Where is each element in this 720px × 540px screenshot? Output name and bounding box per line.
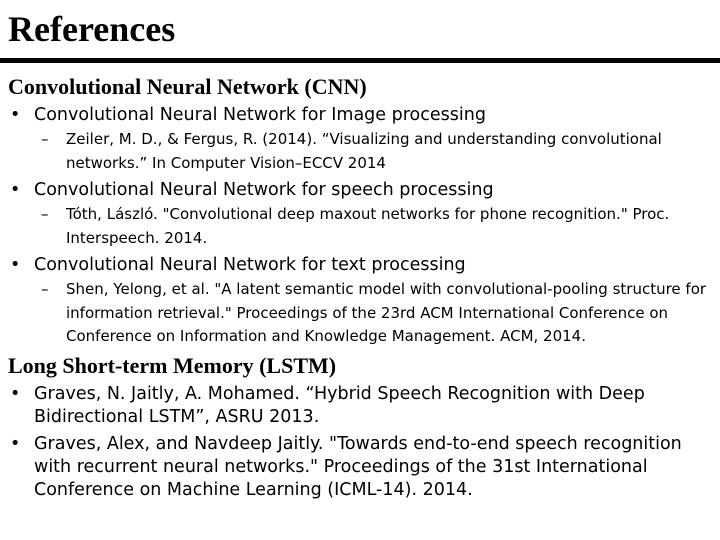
list-item-text: Convolutional Neural Network for Image processing [34, 105, 486, 125]
list-item-cnn-text [8, 254, 714, 277]
reference-text: Shen, Yelong, et al. "A latent semantic model with convolutional-pooling structure for information retrieval." Proceedings of the 23rd ACM International Conference on Conference on Information and Knowledge Management. ACM, 2014. [66, 280, 707, 345]
bullet-marker: • [10, 383, 21, 404]
section-heading-cnn: Convolutional Neural Network (CNN) [8, 74, 367, 99]
list-item-text: Graves, Alex, and Navdeep Jaitly. "Towards end-to-end speech recognition with recurrent neural networks." Proceedings of the 31st International Conference on Machine Learning (ICML-14). 2014. [34, 433, 682, 500]
list-item-text: Convolutional Neural Network for text processing [34, 255, 466, 275]
bullet-marker: • [10, 105, 21, 125]
references-content [8, 74, 714, 502]
dash-marker: – [41, 205, 49, 223]
list-item-graves-jaitly-mohamed [8, 383, 714, 429]
bullet-marker: • [10, 180, 21, 200]
list-item-graves-jaitly [8, 433, 714, 502]
list-item-cnn-speech [8, 179, 714, 202]
dash-marker: – [41, 130, 49, 148]
reference-toth [8, 203, 714, 250]
title-divider [0, 58, 720, 63]
reference-text: Tóth, László. "Convolutional deep maxout networks for phone recognition." Proc. Interspeech. 2014. [66, 205, 670, 247]
list-item-text: Graves, N. Jaitly, A. Mohamed. “Hybrid Speech Recognition with Deep Bidirectional LSTM”, ASRU 2013. [34, 383, 645, 427]
reference-text: Zeiler, M. D., & Fergus, R. (2014). “Visualizing and understanding convolutional networks.” In Computer Vision–ECCV 2014 [66, 130, 662, 172]
reference-shen [8, 278, 714, 349]
dash-marker: – [41, 280, 49, 298]
bullet-marker: • [10, 255, 21, 275]
list-item-cnn-image [8, 104, 714, 127]
reference-zeiler-fergus [8, 128, 714, 175]
page-title: References [8, 9, 176, 49]
section-heading-lstm: Long Short-term Memory (LSTM) [8, 352, 337, 378]
bullet-marker: • [10, 433, 21, 454]
list-item-text: Convolutional Neural Network for speech processing [34, 180, 494, 200]
